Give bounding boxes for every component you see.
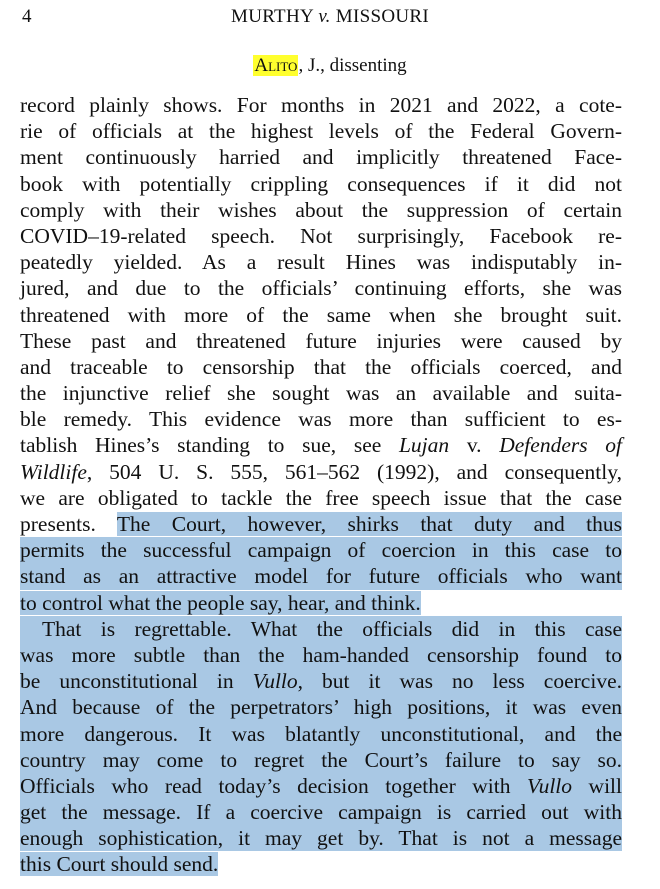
text-line: presents. The Court, however, shirks that duty and thus — [20, 512, 622, 536]
case-title-v: v. — [318, 6, 331, 27]
highlighted-text-line: this Court should send. — [20, 852, 219, 877]
opinion-body — [20, 92, 622, 878]
highlighted-text-line: to control what the people say, hear, and think. — [20, 590, 421, 615]
case-citation-italic: Defenders of — [499, 433, 622, 458]
text-line: and traceable to censorship that the officials coerced, and — [20, 354, 622, 379]
text-line: comply with their wishes about the suppression of certain — [20, 197, 622, 222]
text-line: peatedly yielded. As a result Hines was indisputably in- — [20, 250, 622, 275]
case-citation-italic: Vullo — [252, 669, 298, 694]
case-title-left: MURTHY — [231, 6, 314, 27]
highlighted-text-line: permits the successful campaign of coercion in this case to — [20, 538, 622, 563]
highlighted-text-line: Officials who read today’s decision together with Vullo will — [20, 773, 622, 798]
highlighted-text-line: was more subtle than the ham-handed censorship found to — [20, 642, 622, 667]
case-title-right: MISSOURI — [335, 6, 429, 27]
text-line: ment continuously harried and implicitly threatened Face- — [20, 145, 622, 170]
text-line: COVID–19-related speech. Not surprisingly, Facebook re- — [20, 223, 622, 248]
text-line: Wildlife, 504 U. S. 555, 561–562 (1992), and consequently, — [20, 459, 622, 484]
case-title — [0, 6, 660, 28]
text-line: tablish Hines’s standing to sue, see Lujan v. Defenders of — [20, 433, 622, 458]
highlighted-text: The Court, however, shirks that duty and thus — [116, 512, 622, 536]
case-citation-italic: Wildlife — [20, 459, 87, 484]
highlighted-text-line: get the message. If a coercive campaign is carried out with — [20, 800, 622, 825]
highlighted-text-line: be unconstitutional in Vullo, but it was no less coercive. — [20, 669, 622, 694]
page-number: 4 — [22, 6, 32, 27]
text-line: rie of officials at the highest levels of the Federal Govern- — [20, 119, 622, 144]
highlighted-text-line: enough sophistication, it may get by. That is not a message — [20, 826, 622, 851]
running-head — [0, 0, 660, 40]
opinion-author-highlighted: Alito — [254, 55, 298, 76]
highlighted-text-line: And because of the perpetrators’ high positions, it was even — [20, 695, 622, 720]
text-line: threatened with more of the same when she brought suit. — [20, 302, 622, 327]
text-line: the injunctive relief she sought was an available and suita- — [20, 381, 622, 406]
opinion-type: , J., dissenting — [298, 55, 407, 76]
case-citation-italic: Lujan — [398, 433, 450, 458]
highlighted-text-line: stand as an attractive model for future officials who want — [20, 564, 622, 589]
text-line: These past and threatened future injuries were caused by — [20, 328, 622, 353]
highlighted-text-line: That is regrettable. What the officials did in this case — [20, 616, 622, 642]
opinion-label — [0, 55, 660, 77]
text-line: we are obligated to tackle the free speech issue that the case — [20, 485, 622, 510]
text-line: record plainly shows. For months in 2021 and 2022, a cote- — [20, 93, 622, 117]
highlighted-text-line: country may come to regret the Court’s failure to say so. — [20, 747, 622, 772]
text-line: ble remedy. This evidence was more than sufficient to es- — [20, 407, 622, 432]
case-citation-italic: Vullo — [527, 773, 573, 798]
text-line: book with potentially crippling consequences if it did not — [20, 171, 622, 196]
highlighted-text-line: more dangerous. It was blatantly unconstitutional, and the — [20, 721, 622, 746]
text-line: jured, and due to the officials’ continuing efforts, she was — [20, 276, 622, 301]
